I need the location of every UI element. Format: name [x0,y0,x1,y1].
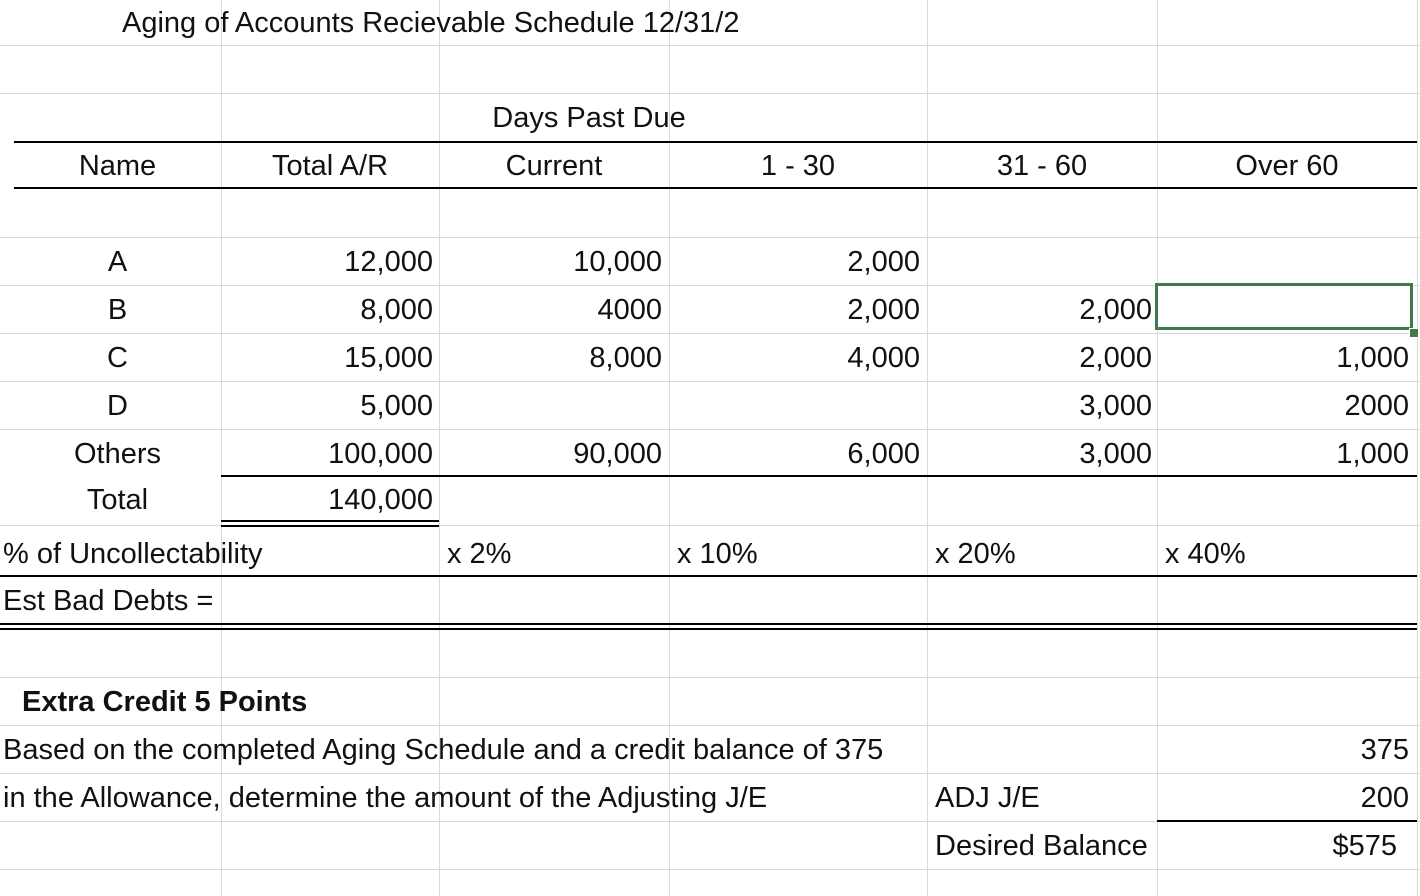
days-past-due-heading: Days Past Due [492,102,686,134]
adj-je-value: 200 [1360,782,1409,814]
row-name: B [107,294,128,326]
col-header-total-ar: Total A/R [271,150,389,182]
desired-balance-border [1157,820,1417,822]
gridline [0,93,1420,94]
uncollectability-label: % of Uncollectability [3,538,263,570]
row-total: 15,000 [344,342,433,374]
row-31-60: 2,000 [1079,342,1152,374]
credit-balance-value: 375 [1360,734,1409,766]
row-31-60: 2,000 [1079,294,1152,326]
rate-31-60: x 20% [935,538,1016,570]
desired-balance-label: Desired Balance [935,830,1148,862]
total-label: Total [86,484,149,516]
row-31-60: 3,000 [1079,438,1152,470]
row-total: 8,000 [360,294,433,326]
header-top-border [14,141,1417,143]
gridline [0,429,1420,430]
rate-1-30: x 10% [677,538,758,570]
row-total: 12,000 [344,246,433,278]
row-over-60: 1,000 [1336,342,1409,374]
col-header-31-60: 31 - 60 [996,150,1088,182]
col-header-over-60: Over 60 [1235,150,1339,182]
row-over-60: 2000 [1344,390,1409,422]
gridline [0,725,1420,726]
total-value: 140,000 [328,484,433,516]
active-cell-selection[interactable] [1155,283,1413,330]
col-header-1-30: 1 - 30 [760,150,836,182]
row-current: 90,000 [573,438,662,470]
gridline [0,333,1420,334]
total-double-border [221,525,439,527]
gridline [1417,0,1418,896]
row-name: Others [73,438,162,470]
others-row-border [221,475,1417,477]
row-current: 8,000 [589,342,662,374]
extra-credit-line-2: in the Allowance, determine the amount of the Adjusting J/E [3,782,768,814]
row-total: 5,000 [360,390,433,422]
row-total: 100,000 [328,438,433,470]
gridline [0,677,1420,678]
bad-debts-double-border [0,628,1417,630]
extra-credit-line-1: Based on the completed Aging Schedule and a credit balance of 375 [3,734,884,766]
col-header-current: Current [505,150,603,182]
fill-handle[interactable] [1409,328,1419,338]
row-current: 4000 [597,294,662,326]
row-over-60: 1,000 [1336,438,1409,470]
row-1-30: 2,000 [847,294,920,326]
sheet-title: Aging of Accounts Recievable Schedule 12/31/2 [122,7,740,39]
uncollectability-border [0,575,1417,577]
row-name: C [107,342,128,374]
gridline [0,381,1420,382]
row-name: A [107,246,128,278]
col-header-name: Name [78,150,157,182]
gridline [0,525,1420,526]
rate-current: x 2% [447,538,512,570]
adj-je-label: ADJ J/E [935,782,1040,814]
gridline [0,869,1420,870]
row-1-30: 2,000 [847,246,920,278]
bad-debts-label: Est Bad Debts = [3,585,214,617]
header-bottom-border [14,187,1417,189]
row-current: 10,000 [573,246,662,278]
gridline [0,45,1420,46]
desired-balance-value: $575 [1332,830,1397,862]
gridline [0,237,1420,238]
row-1-30: 4,000 [847,342,920,374]
row-name: D [107,390,128,422]
row-1-30: 6,000 [847,438,920,470]
rate-over-60: x 40% [1165,538,1246,570]
total-double-border [221,520,439,522]
gridline [0,773,1420,774]
row-31-60: 3,000 [1079,390,1152,422]
extra-credit-heading: Extra Credit 5 Points [22,686,308,718]
bad-debts-double-border [0,623,1417,625]
